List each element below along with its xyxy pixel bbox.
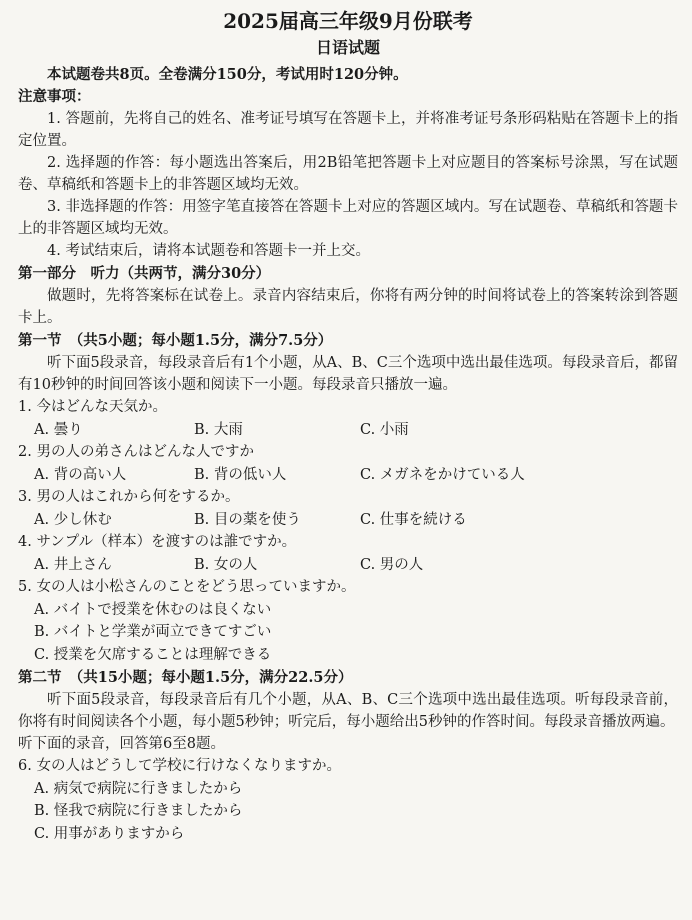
option-a: A. 病気で病院に行きましたから — [34, 780, 243, 797]
question-5 — [18, 576, 678, 666]
question-1-text: 1. 今はどんな天気か。 — [18, 399, 167, 415]
section2-lead: 听下面的录音，回答第6至8题。 — [18, 736, 225, 752]
question-3-text: 3. 男の人はこれから何をするか。 — [18, 489, 240, 505]
question-2 — [18, 441, 678, 486]
question-2-options — [18, 464, 678, 487]
option-a: A. 背の高い人 — [34, 466, 127, 483]
question-6 — [18, 755, 678, 845]
option-c: C. メガネをかけている人 — [360, 466, 525, 483]
option-b: B. 女の人 — [194, 556, 258, 573]
note-item-4: 4. 考试结束后，请将本试题卷和答题卡一并上交。 — [47, 243, 370, 259]
option-b: B. 背の低い人 — [194, 466, 287, 483]
notes-heading: 注意事项： — [18, 88, 91, 105]
question-1 — [18, 396, 678, 441]
part1-instruction: 做题时，先将答案标在试卷上。录音内容结束后，你将有两分钟的时间将试卷上的答案转涂到答题卡上。 — [18, 288, 678, 326]
note-item-1: 1. 答题前，先将自己的姓名、准考证号填写在答题卡上，并将准考证号条形码粘贴在答题卡上的指定位置。 — [18, 111, 678, 149]
option-c: C. 小雨 — [360, 421, 409, 438]
section2-heading: 第二节 （共15小题；每小题1.5分，满分22.5分） — [18, 669, 353, 686]
option-a: A. 井上さん — [34, 556, 112, 573]
option-b: B. 大雨 — [194, 421, 243, 438]
question-1-options — [18, 419, 678, 442]
option-a: A. 少し休む — [34, 511, 112, 528]
exam-title: 2025届高三年级9月份联考 — [223, 9, 473, 33]
question-4-options — [18, 554, 678, 577]
question-5-text: 5. 女の人は小松さんのことをどう思っていますか。 — [18, 579, 356, 595]
option-c: C. 仕事を続ける — [360, 511, 467, 528]
option-b: B. バイトと学業が両立できてすごい — [34, 624, 272, 640]
option-a: A. 曇り — [34, 421, 83, 438]
option-c: C. 授業を欠席することは理解できる — [34, 646, 272, 663]
section1-instruction: 听下面5段录音，每段录音后有1个小题，从A、B、C三个选项中选出最佳选项。每段录音后，都留有10秒钟的时间回答该小题和阅读下一小题。每段录音只播放一遍。 — [18, 355, 678, 393]
note-item-3: 3. 非选择题的作答：用签字笔直接答在答题卡上对应的答题区域内。写在试题卷、草稿纸和答题卡上的非答题区域均无效。 — [18, 199, 678, 237]
question-3 — [18, 486, 678, 531]
exam-subtitle: 日语试题 — [315, 38, 380, 57]
option-a: A. バイトで授業を休むのは良くない — [34, 601, 272, 618]
section2-instruction: 听下面5段录音，每段录音后有几个小题，从A、B、C三个选项中选出最佳选项。听每段录音前，你将有时间阅读各个小题，每小题5秒钟；听完后，每小题给出5秒钟的作答时间。每段录音播放两遍。 — [18, 692, 678, 730]
option-b: B. 目の薬を使う — [194, 511, 301, 528]
part1-heading: 第一部分 听力（共两节，满分30分） — [18, 265, 271, 282]
exam-info: 本试题卷共8页。全卷满分150分，考试用时120分钟。 — [47, 66, 408, 83]
option-c: C. 用事がありますから — [34, 825, 185, 842]
option-b: B. 怪我で病院に行きましたから — [34, 803, 243, 819]
question-6-text: 6. 女の人はどうして学校に行けなくなりますか。 — [18, 758, 341, 774]
section1-heading: 第一节 （共5小题；每小题1.5分，满分7.5分） — [18, 332, 333, 349]
option-c: C. 男の人 — [360, 556, 424, 573]
question-4-text: 4. サンプル（样本）を渡すのは誰ですか。 — [18, 534, 297, 550]
question-4 — [18, 531, 678, 576]
question-3-options — [18, 509, 678, 532]
question-2-text: 2. 男の人の弟さんはどんな人ですか — [18, 444, 254, 460]
note-item-2: 2. 选择题的作答：每小题选出答案后，用2B铅笔把答题卡上对应题目的答案标号涂黑，写在试题卷、草稿纸和答题卡上的非答题区域均无效。 — [18, 155, 678, 193]
